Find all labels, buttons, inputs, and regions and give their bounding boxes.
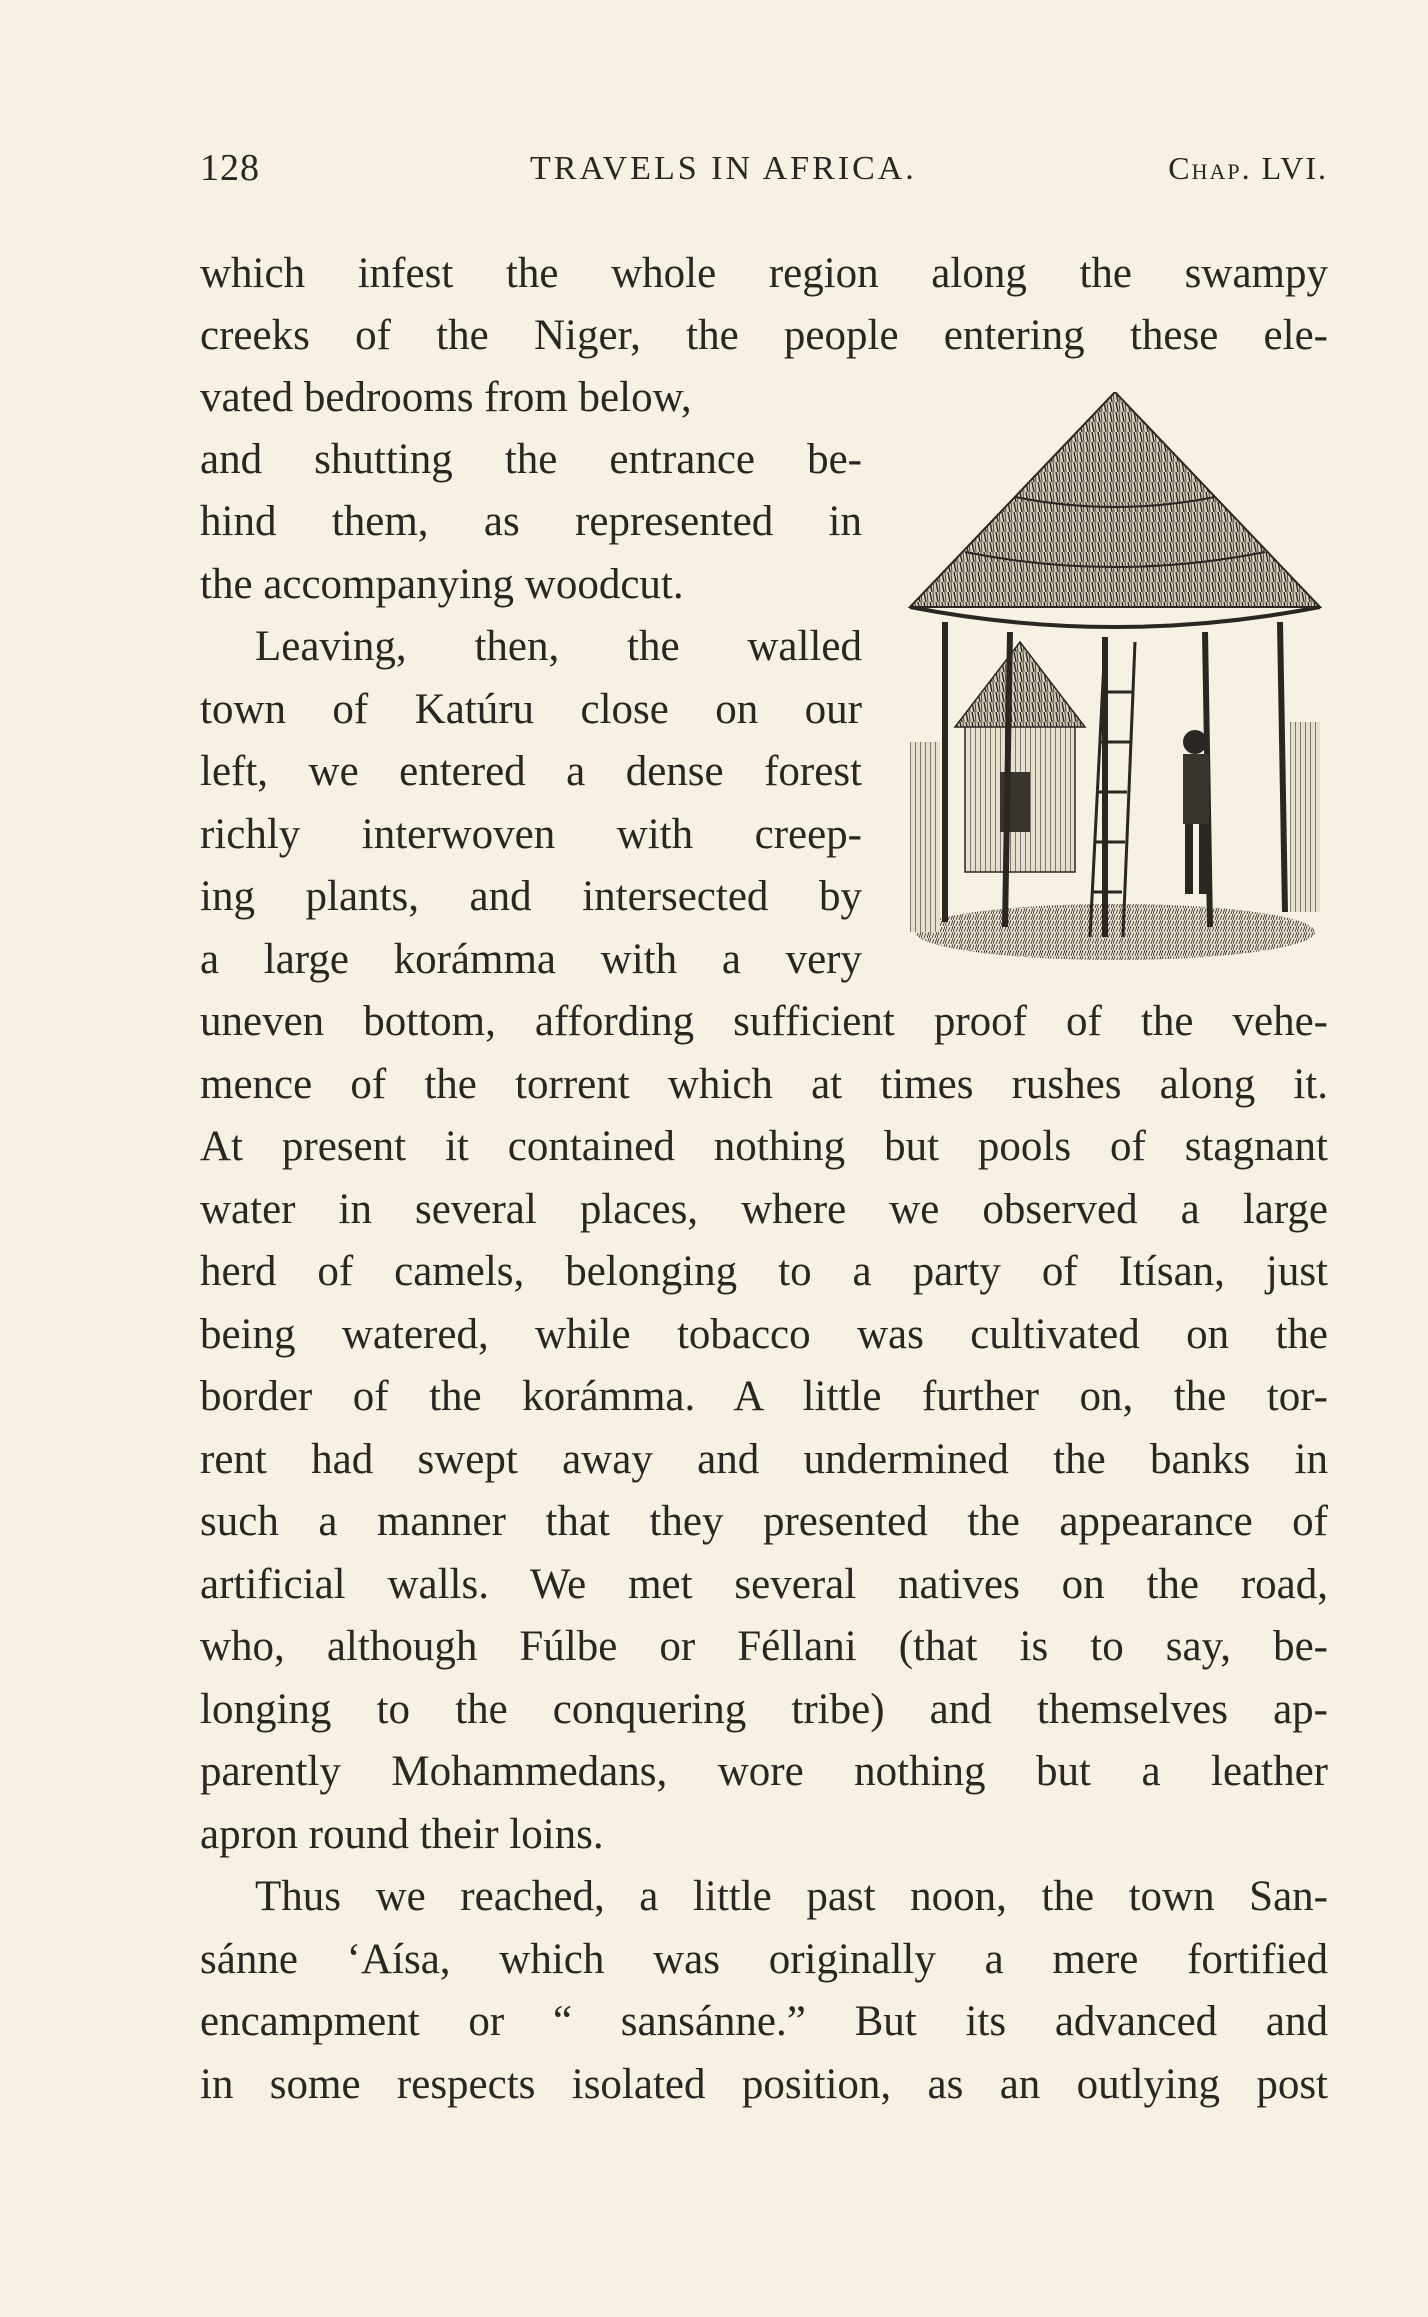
text-line: the accompanying woodcut. [200,561,684,608]
thatched-roof [910,392,1320,627]
text-line: sánne ‘Aísa, which was originally a mere fortified [200,1936,1328,1983]
text-line: a large korámma with a very [200,936,862,983]
text-line: herd of camels, belonging to a party of Itísan, just [200,1248,1328,1295]
text-line: who, although Fúlbe or Féllani (that is to say, be- [200,1623,1328,1670]
text-line: rent had swept away and undermined the banks in [200,1436,1328,1483]
ground [915,904,1315,960]
text-line: At present it contained nothing but pools of stagnant [200,1123,1328,1170]
text-line: and shutting the entrance be- [200,436,862,483]
text-line: left, we entered a dense forest [200,748,862,795]
text-line: water in several places, where we observed a large [200,1186,1328,1233]
text-line: in some respects isolated position, as an outlying post [200,2061,1328,2108]
text-line: town of Katúru close on our [200,686,862,733]
text-line: apron round their loins. [200,1811,604,1858]
text-line: richly interwoven with creep- [200,811,862,858]
text-line: ing plants, and intersected by [200,873,862,920]
running-title: TRAVELS IN AFRICA. [530,150,917,187]
running-header [200,146,1328,202]
text-line: Leaving, then, the walled [255,623,862,670]
person-figure [1183,730,1209,894]
text-line: Thus we reached, a little past noon, the town San- [255,1873,1328,1920]
text-line: encampment or “ sansánne.” But its advanced and [200,1998,1328,2045]
text-line: which infest the whole region along the swampy [200,250,1328,297]
text-line: being watered, while tobacco was cultivated on the [200,1311,1328,1358]
text-line: creeks of the Niger, the people entering these ele- [200,312,1328,359]
text-line: mence of the torrent which at times rushes along it. [200,1061,1328,1108]
ladder [1090,642,1135,937]
text-line: parently Mohammedans, wore nothing but a leather [200,1748,1328,1795]
page-number: 128 [200,147,260,189]
text-line: such a manner that they presented the appearance of [200,1498,1328,1545]
text-line: uneven bottom, affording sufficient proof of the vehe- [200,998,1328,1045]
text-line: longing to the conquering tribe) and themselves ap- [200,1686,1328,1733]
bush-right [1290,722,1320,912]
chapter-label: Chap. LVI. [1168,150,1328,186]
background-hut [955,642,1085,872]
text-line: border of the korámma. A little further on, the tor- [200,1373,1328,1420]
woodcut-hut-illustration [905,392,1325,982]
bush-left [910,742,940,932]
text-line: hind them, as represented in [200,498,862,545]
text-line: vated bedrooms from below, [200,374,692,421]
text-line: artificial walls. We met several natives on the road, [200,1561,1328,1608]
